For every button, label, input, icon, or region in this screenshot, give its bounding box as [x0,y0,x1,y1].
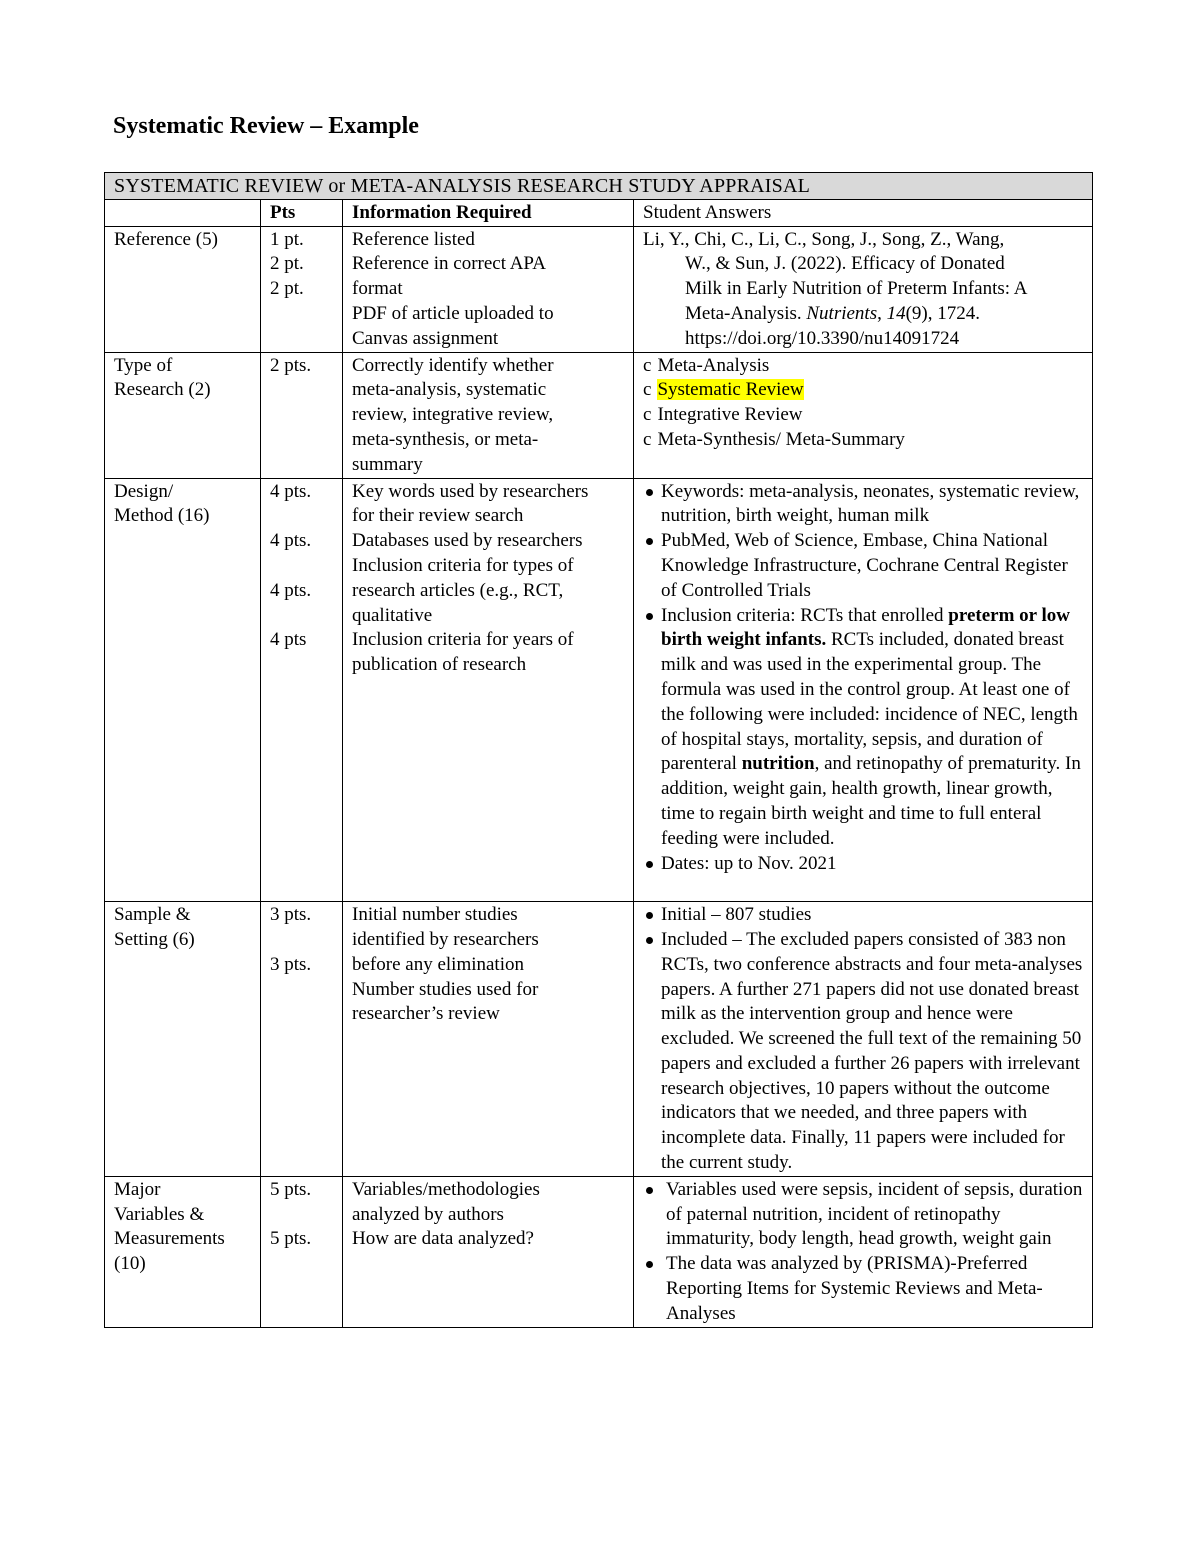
research-type-option[interactable] [643,428,1084,453]
option-label-highlighted: Systematic Review [657,379,804,401]
info-line: meta-synthesis, or meta- [352,428,539,450]
category-line: Setting (6) [114,928,195,950]
bullet-item-keywords: Keywords: meta-analysis, neonates, systematic review, nutrition, birth weight, human milk [643,480,1084,530]
reference-text: (9), 1724. [905,302,981,324]
table-row-type-of-research [105,352,1093,478]
answer-design-method [634,478,1093,902]
pts-line: 3 pts. [270,904,312,926]
pts-line: 4 pts. [270,480,312,502]
inclusion-bold-text: nutrition [741,753,815,775]
bullet-item-dates: Dates: up to Nov. 2021 [643,852,1084,877]
info-line: Key words used by researchers [352,480,589,502]
spacer [270,554,334,579]
info-line: Number studies used for [352,978,539,1000]
info-line: publication of research [352,654,527,676]
info-design-method [343,478,634,902]
reference-separator: , [877,302,887,324]
research-type-option[interactable] [643,403,1084,428]
info-line: for their review search [352,505,524,527]
variables-bullet-list [643,1178,1084,1327]
appraisal-table [104,172,1093,1328]
checkbox-marker: c [643,354,652,376]
table-row-reference [105,226,1093,352]
pts-reference [261,226,343,352]
inclusion-bold-text: preterm or low birth weight infants. [661,604,1070,651]
info-line: How are data analyzed? [352,1228,534,1250]
category-line: Design/ [114,480,174,502]
inclusion-text: Inclusion criteria: RCTs that enrolled [661,604,949,626]
pts-major-variables [261,1176,343,1327]
table-banner: SYSTEMATIC REVIEW or META-ANALYSIS RESEARCH STUDY APPRAISAL [105,173,1093,200]
reference-line: Milk in Early Nutrition of Preterm Infants: A [685,278,1028,300]
pts-line: 1 pt. [270,228,304,250]
bullet-item: Variables used were sepsis, incident of sepsis, duration of paternal nutrition, incident of retinopathy immaturity, body length, head growth, weight gain [643,1178,1084,1252]
reference-line: W., & Sun, J. (2022). Efficacy of Donated [685,253,1005,275]
category-line: Sample & [114,904,191,926]
answer-major-variables [634,1176,1093,1327]
header-pts: Pts [261,199,343,226]
info-type-of-research [343,352,634,478]
category-line: Variables & [114,1203,205,1225]
design-bullet-list [643,480,1084,877]
bullet-item: Initial – 807 studies [643,903,1084,928]
spacer [270,928,334,953]
pts-design-method [261,478,343,902]
checkbox-marker: c [643,428,652,450]
inclusion-text: , and retinopathy of prematurity. In addition, weight gain, health growth, linear growth, time to regain birth weight and time to full enteral feeding were included. [661,753,1081,849]
reference-line: Li, Y., Chi, C., Li, C., Song, J., Song, Z., Wang, [643,228,1005,250]
table-row-major-variables [105,1176,1093,1327]
category-reference: Reference (5) [105,226,261,352]
info-line: Reference in correct APA [352,253,546,275]
journal-name: Nutrients [806,302,878,324]
table-header-row [105,199,1093,226]
pts-line: 2 pt. [270,253,304,275]
category-line: Major [114,1178,161,1200]
answer-type-of-research [634,352,1093,478]
bullet-item: Included – The excluded papers consisted of 383 non RCTs, two conference abstracts and four meta-analyses papers. A further 271 papers did not use donated breast milk as the intervention group and hence were excluded. We screened the full text of the remaining 50 papers and excluded a further 26 papers with irrelevant research objectives, 10 papers without the outcome indicators that we needed, and three papers with incomplete data. Finally, 11 papers were included for the current study. [643,928,1084,1176]
info-line: qualitative [352,604,433,626]
spacer [270,1203,334,1228]
spacer [643,876,1084,901]
pts-line: 4 pts. [270,530,312,552]
doi-link[interactable]: https://doi.org/10.3390/nu14091724 [685,327,960,349]
info-line: Canvas assignment [352,327,499,349]
answer-reference [634,226,1093,352]
bullet-item: The data was analyzed by (PRISMA)-Preferred Reporting Items for Systemic Reviews and Meta- Analyses [643,1252,1084,1326]
pts-line: 4 pts [270,629,307,651]
info-line: Variables/methodologies [352,1178,540,1200]
category-line: Research (2) [114,379,211,401]
table-banner-row [105,173,1093,200]
info-line: identified by researchers [352,928,539,950]
info-line: Databases used by researchers [352,530,583,552]
journal-volume: 14 [886,302,906,324]
category-major-variables [105,1176,261,1327]
spacer [270,604,334,629]
category-line: Method (16) [114,505,210,527]
table-row-sample-setting [105,902,1093,1177]
info-line: research articles (e.g., RCT, [352,579,564,601]
pts-line: 4 pts. [270,579,312,601]
info-line: summary [352,453,423,475]
info-line: review, integrative review, [352,404,554,426]
category-design-method [105,478,261,902]
header-student-answers: Student Answers [634,199,1093,226]
info-line: before any elimination [352,953,524,975]
info-line: meta-analysis, systematic [352,379,547,401]
checkbox-marker: c [643,379,652,401]
info-sample-setting [343,902,634,1177]
research-type-option[interactable] [643,354,1084,379]
info-line: Initial number studies [352,904,518,926]
bullet-item-inclusion [643,604,1084,852]
info-line: Correctly identify whether [352,354,554,376]
info-line: Inclusion criteria for types of [352,554,574,576]
option-label: Meta-Synthesis/ Meta-Summary [657,428,905,450]
pts-sample-setting [261,902,343,1177]
page-title: Systematic Review – Example [113,113,419,139]
info-line: Reference listed [352,228,475,250]
spacer [270,504,334,529]
info-line: PDF of article uploaded to [352,302,554,324]
pts-line: 5 pts. [270,1228,312,1250]
option-label: Meta-Analysis [657,354,770,376]
category-line: (10) [114,1253,146,1275]
table-row-design-method [105,478,1093,902]
category-line: Type of [114,354,173,376]
info-line: Inclusion criteria for years of [352,629,574,651]
info-line: researcher’s review [352,1003,500,1025]
option-label: Integrative Review [657,404,803,426]
header-category [105,199,261,226]
header-info-required: Information Required [343,199,634,226]
info-reference [343,226,634,352]
pts-type-of-research: 2 pts. [261,352,343,478]
info-line: analyzed by authors [352,1203,504,1225]
bullet-item-databases: PubMed, Web of Science, Embase, China National Knowledge Infrastructure, Cochrane Central Register of Controlled Trials [643,529,1084,603]
reference-line [643,302,1084,327]
sample-bullet-list [643,903,1084,1176]
reference-text: Meta-Analysis. [685,302,807,324]
pts-line: 2 pt. [270,278,304,300]
inclusion-text: RCTs included, donated breast milk and was used in the experimental group. The formula was used in the control group. At least one of the following were included: incidence of NEC, length of hospital stays, mortality, sepsis, and duration of parenteral [661,629,1078,775]
pts-line: 5 pts. [270,1178,312,1200]
category-type-of-research [105,352,261,478]
info-major-variables [343,1176,634,1327]
info-line: format [352,278,403,300]
research-type-option-selected[interactable] [643,378,1084,403]
category-line: Measurements [114,1228,225,1250]
answer-sample-setting [634,902,1093,1177]
checkbox-marker: c [643,404,652,426]
category-sample-setting [105,902,261,1177]
pts-line: 3 pts. [270,953,312,975]
